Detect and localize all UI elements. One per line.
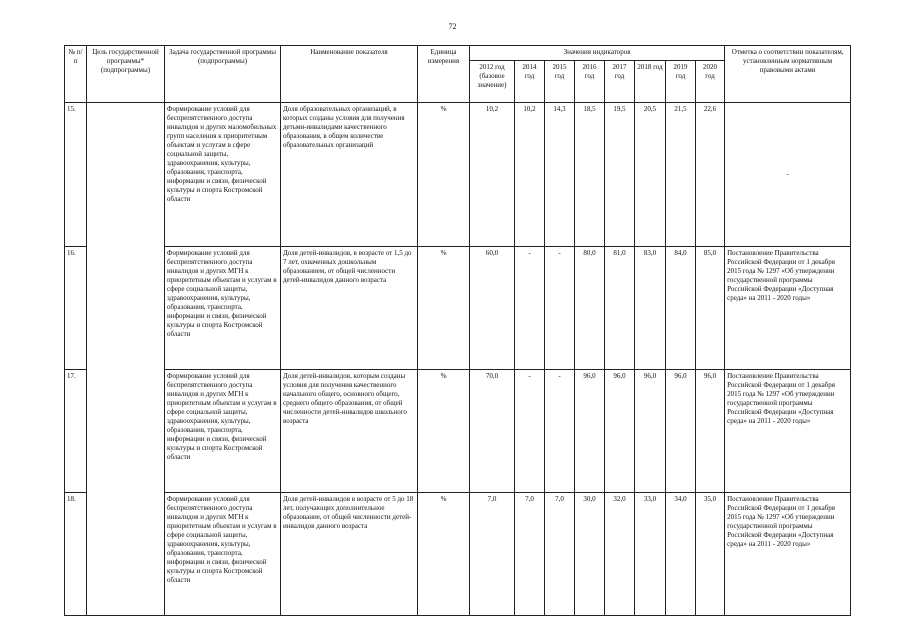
compliance-cell: Постановление Правительства Российской Федерации от 1 декабря 2015 года № 1297 «Об утверждении государственной программы Российской Федерации «Доступная среда» на 2011 - 2020 годы»	[725, 493, 851, 616]
header-year: 2020 год	[696, 61, 725, 103]
header-year: 2018 год	[635, 61, 666, 103]
header-task: Задача государственной программы (подпрограммы)	[165, 46, 281, 103]
row-number: 18.	[65, 493, 87, 616]
value-cell: 10,2	[515, 103, 545, 247]
header-year: 2012 год (базовое значение)	[470, 61, 515, 103]
value-cell: 35,0	[696, 493, 725, 616]
value-cell: 81,0	[605, 247, 635, 370]
value-cell: 18,5	[575, 103, 605, 247]
goal-cell	[87, 103, 165, 616]
task-cell: Формирование условий для беспрепятственного доступа инвалидов и других МГН к приоритетным объектам и услугам в сфере социальной защиты, здравоохранения, культуры, образования, транспорта, информации и связи, физической культуры и спорта Костромской области	[165, 493, 281, 616]
row-number: 16.	[65, 247, 87, 370]
compliance-cell: -	[725, 103, 851, 247]
value-cell: 70,0	[470, 370, 515, 493]
header-year: 2016 год	[575, 61, 605, 103]
value-cell: 14,3	[545, 103, 575, 247]
value-cell: 96,0	[635, 370, 666, 493]
header-year: 2015 год	[545, 61, 575, 103]
indicator-cell: Доля детей-инвалидов в возрасте от 5 до 18 лет, получающих дополнительное образование, от общей численности детей-инвалидов данного возраста	[281, 493, 418, 616]
value-cell: 96,0	[696, 370, 725, 493]
indicator-cell: Доля образовательных организаций, в которых созданы условия для получения детьми-инвалидами качественного образования, в общем количестве образовательных организаций	[281, 103, 418, 247]
header-year: 2019 год	[666, 61, 696, 103]
value-cell: -	[545, 370, 575, 493]
value-cell: 30,0	[575, 493, 605, 616]
unit-cell: %	[418, 103, 470, 247]
value-cell: 60,0	[470, 247, 515, 370]
value-cell: -	[545, 247, 575, 370]
task-cell: Формирование условий для беспрепятственного доступа инвалидов и других МГН к приоритетным объектам и услугам в сфере социальной защиты, здравоохранения, культуры, образования, транспорта, информации и связи, физической культуры и спорта Костромской области	[165, 247, 281, 370]
indicators-table	[64, 45, 851, 616]
header-indicator: Наименование показателя	[281, 46, 418, 103]
header-row-1	[65, 46, 851, 61]
row-number: 17.	[65, 370, 87, 493]
indicator-cell: Доля детей-инвалидов, которым созданы условия для получения качественного начального общего, основного общего, среднего общего образования, от общей численности детей-инвалидов школьного возраста	[281, 370, 418, 493]
value-cell: 85,0	[696, 247, 725, 370]
value-cell: -	[515, 247, 545, 370]
task-cell: Формирование условий для беспрепятственного доступа инвалидов и других МГН к приоритетным объектам и услугам в сфере социальной защиты, здравоохранения, культуры, образования, транспорта, информации и связи, физической культуры и спорта Костромской области	[165, 370, 281, 493]
unit-cell: %	[418, 370, 470, 493]
value-cell: 34,0	[666, 493, 696, 616]
header-num: № п/п	[65, 46, 87, 103]
indicator-cell: Доля детей-инвалидов, в возрасте от 1,5 до 7 лет, охваченных дошкольным образованием, от общей численности детей-инвалидов данного возраста	[281, 247, 418, 370]
table-row	[65, 370, 851, 493]
value-cell: 22,6	[696, 103, 725, 247]
value-cell: 7,0	[515, 493, 545, 616]
header-goal: Цель государственной программы* (подпрограммы)	[87, 46, 165, 103]
compliance-cell: Постановление Правительства Российской Федерации от 1 декабря 2015 года № 1297 «Об утверждении государственной программы Российской Федерации «Доступная среда» на 2011 - 2020 годы»	[725, 370, 851, 493]
value-cell: 32,0	[605, 493, 635, 616]
value-cell: 84,0	[666, 247, 696, 370]
value-cell: 7,0	[545, 493, 575, 616]
header-year: 2017 год	[605, 61, 635, 103]
header-values-group: Значения индикаторов	[470, 46, 725, 61]
header-year: 2014 год	[515, 61, 545, 103]
value-cell: -	[515, 370, 545, 493]
table-row	[65, 493, 851, 616]
value-cell: 96,0	[666, 370, 696, 493]
value-cell: 96,0	[605, 370, 635, 493]
value-cell: 19,5	[605, 103, 635, 247]
unit-cell: %	[418, 247, 470, 370]
value-cell: 83,0	[635, 247, 666, 370]
row-number: 15.	[65, 103, 87, 247]
value-cell: 96,0	[575, 370, 605, 493]
task-cell: Формирование условий для беспрепятственного доступа инвалидов и других маломобильных групп населения к приоритетным объектам и услугам в сфере социальной защиты, здравоохранения, культуры, образования, транспорта, информации и связи, физической культуры и спорта Костромской области	[165, 103, 281, 247]
value-cell: 10,2	[470, 103, 515, 247]
value-cell: 21,5	[666, 103, 696, 247]
header-unit: Единица измерения	[418, 46, 470, 103]
value-cell: 80,0	[575, 247, 605, 370]
value-cell: 20,5	[635, 103, 666, 247]
value-cell: 7,0	[470, 493, 515, 616]
header-compliance: Отметка о соответствии показателям, установленным нормативным правовыми актами	[725, 46, 851, 103]
compliance-cell: Постановление Правительства Российской Федерации от 1 декабря 2015 года № 1297 «Об утверждении государственной программы Российской Федерации «Доступная среда» на 2011 - 2020 годы»	[725, 247, 851, 370]
value-cell: 33,0	[635, 493, 666, 616]
page-number: 72	[448, 22, 457, 31]
unit-cell: %	[418, 493, 470, 616]
table-row	[65, 247, 851, 370]
table-row	[65, 103, 851, 247]
